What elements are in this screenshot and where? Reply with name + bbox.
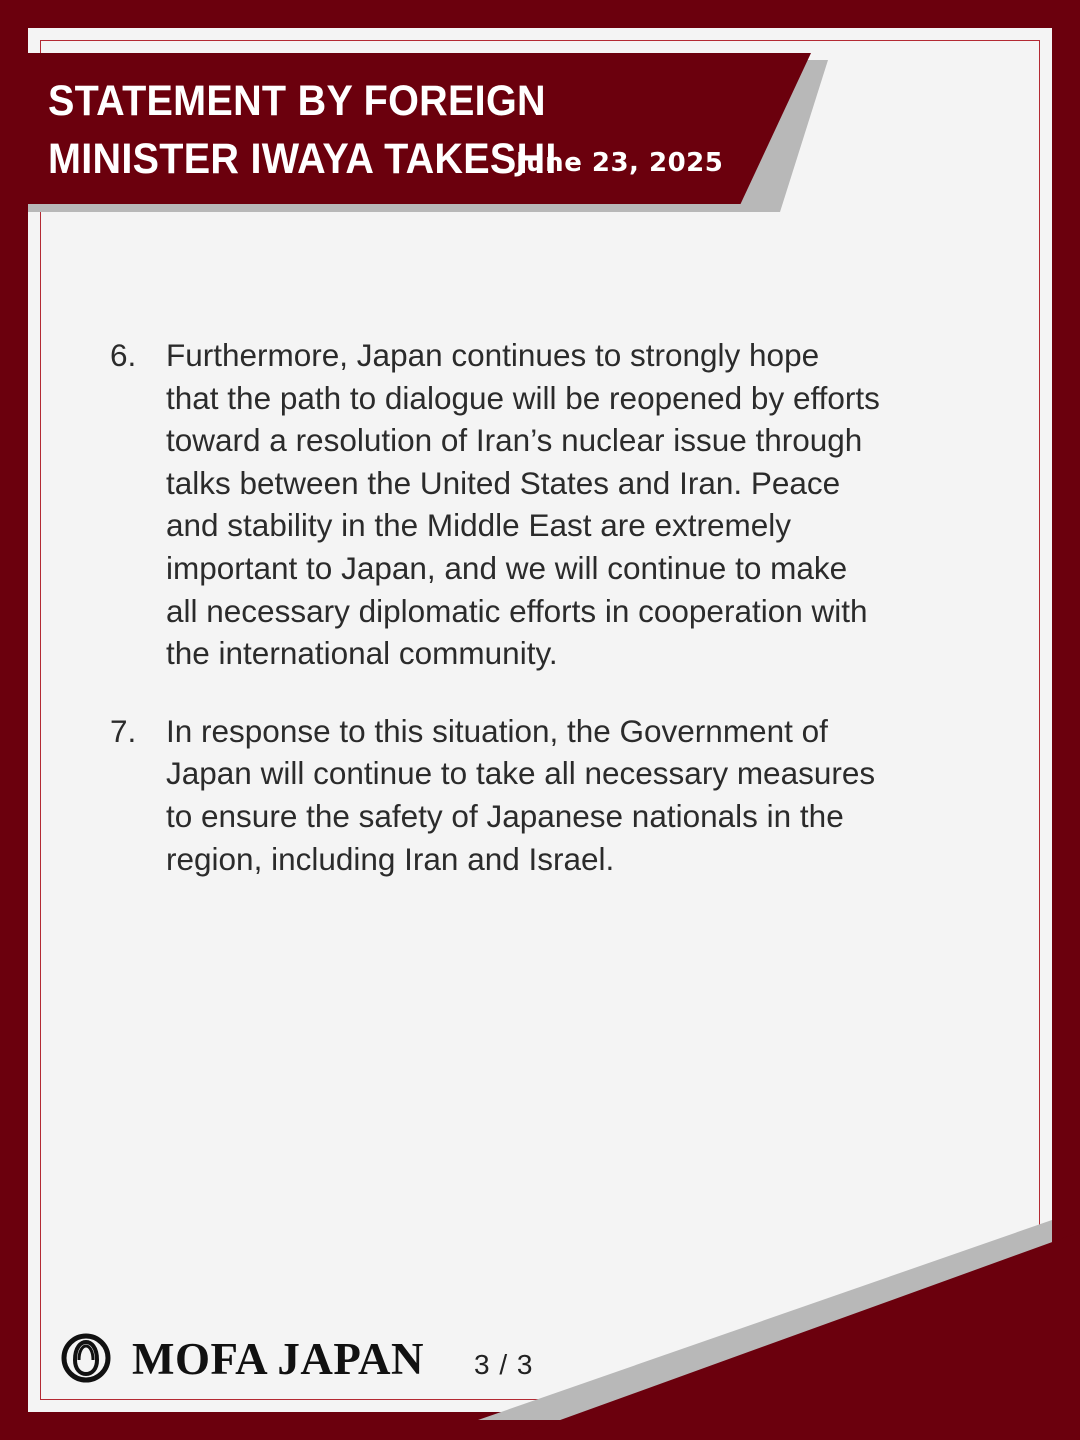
statement-date: June 23, 2025	[516, 148, 724, 178]
item-number: 6.	[110, 337, 137, 373]
page-number: 3 / 3	[474, 1349, 534, 1380]
statement-item-6	[110, 334, 880, 675]
mofa-japan-logo-text: MOFA JAPAN	[132, 1334, 425, 1384]
item-number: 7.	[110, 712, 137, 749]
item-text: Furthermore, Japan continues to strongly hope that the path to dialogue will be reopened by efforts toward a resolution of Iran’s nuclear issue through talks between the United States and Iran. Peace and stability in the Middle East are extremely important to Japan, and we will continue to make all necessary diplomatic efforts in cooperation with the international community.	[166, 337, 880, 672]
statement-item-7	[110, 710, 880, 880]
mofa-emblem-icon	[60, 1332, 112, 1384]
item-text: In response to this situation, the Government of Japan will continue to take all necessary measures to ensure the safety of Japanese nationals in the region, including Iran and Israel.	[166, 712, 876, 877]
statement-title: STATEMENT BY FOREIGN MINISTER IWAYA TAKESHI	[48, 77, 557, 183]
statement-content	[110, 334, 880, 880]
